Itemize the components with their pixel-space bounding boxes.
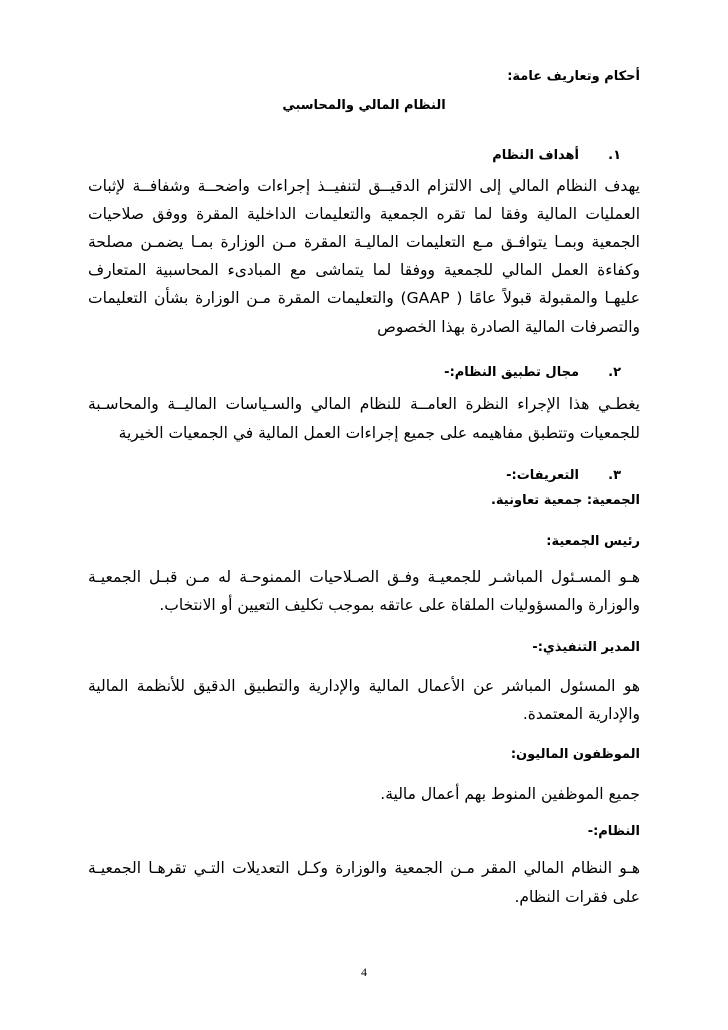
page-number: 4 <box>361 965 367 979</box>
section-3-number: ٣. <box>608 468 621 483</box>
definition-association-term: الجمعية: جمعية تعاونية. <box>490 493 640 508</box>
definition-chairman-line-1: هـو المسـئول المباشـر للجمعيـة وفـق الصـلاحيات الممنوحـة له مـن قبـل الجمعيـة <box>88 568 640 586</box>
definition-system-term: النظام:- <box>587 824 640 839</box>
section-1-title: أهداف النظام <box>492 148 579 163</box>
definition-system-line-1: هـو النظام المالي المقر مـن الجمعية والوزارة وكـل التعديلات التـي تقرهـا الجمعيـة <box>88 859 640 877</box>
section-2-number: ٢. <box>608 365 621 380</box>
section-1-line-3: الجمعية وبمـا يتوافـق مـع التعليمات الماليـة المقرة مـن الوزارة بمـا يضمـن مصلحة <box>88 233 640 251</box>
general-provisions-heading: أحكام وتعاريف عامة: <box>507 69 640 84</box>
definition-system-line-2: على فقرات النظام. <box>514 888 640 906</box>
section-2-line-2: للجمعيات وتتطبق مفاهيمه على جميع إجراءات العمل المالية في الجمعيات الخيرية <box>118 424 640 442</box>
definition-executive-director-line-1: هو المسئول المباشر عن الأعمال المالية والإدارية والتطبيق الدقيق للأنظمة المالية <box>88 677 640 695</box>
definition-executive-director-line-2: والإدارية المعتمدة. <box>522 705 640 723</box>
definition-financial-staff-term: الموظفون الماليون: <box>510 747 640 762</box>
section-1-line-2: العمليات المالية وفقا لما تقره الجمعية والتعليمات الداخلية المقرة ووفق صلاحيات <box>88 205 640 223</box>
definition-chairman-term: رئيس الجمعية: <box>546 534 640 549</box>
section-1-line-1: يهدف النظام المالي إلى الالتزام الدقيــق لتنفيــذ إجراءات واضحــة وشفافــة لإثبات <box>88 177 640 195</box>
section-1-number: ١. <box>608 148 621 163</box>
definition-chairman-line-2: والوزارة والمسؤوليات الملقاة على عاتقه بموجب تكليف التعيين أو الانتخاب. <box>159 596 640 614</box>
system-title: النظام المالي والمحاسبي <box>282 98 446 113</box>
section-2-line-1: يغطـي هذا الإجراء النظرة العامــة للنظام المالي والسـياسات الماليــة والمحاسـبة <box>88 395 640 413</box>
section-1-line-5: عليهـا والمقبولة قبولاً عامًا ( GAAP) والتعليمات المقرة مـن الوزارة بشأن التعليمات <box>88 289 640 307</box>
section-1-line-6: والتصرفات المالية الصادرة بهذا الخصوص <box>377 318 640 336</box>
section-3-title: التعريفات:- <box>506 468 579 483</box>
section-1-line-4: وكفاءة العمل المالي للجمعية ووفقا لما يتماشى مع المبادىء المحاسبية المتعارف <box>88 261 640 279</box>
definition-executive-director-term: المدير التنفيذي:- <box>532 640 640 655</box>
definition-financial-staff-line-1: جميع الموظفين المنوط بهم أعمال مالية. <box>380 785 640 803</box>
section-2-title: مجال تطبيق النظام:- <box>444 365 579 380</box>
